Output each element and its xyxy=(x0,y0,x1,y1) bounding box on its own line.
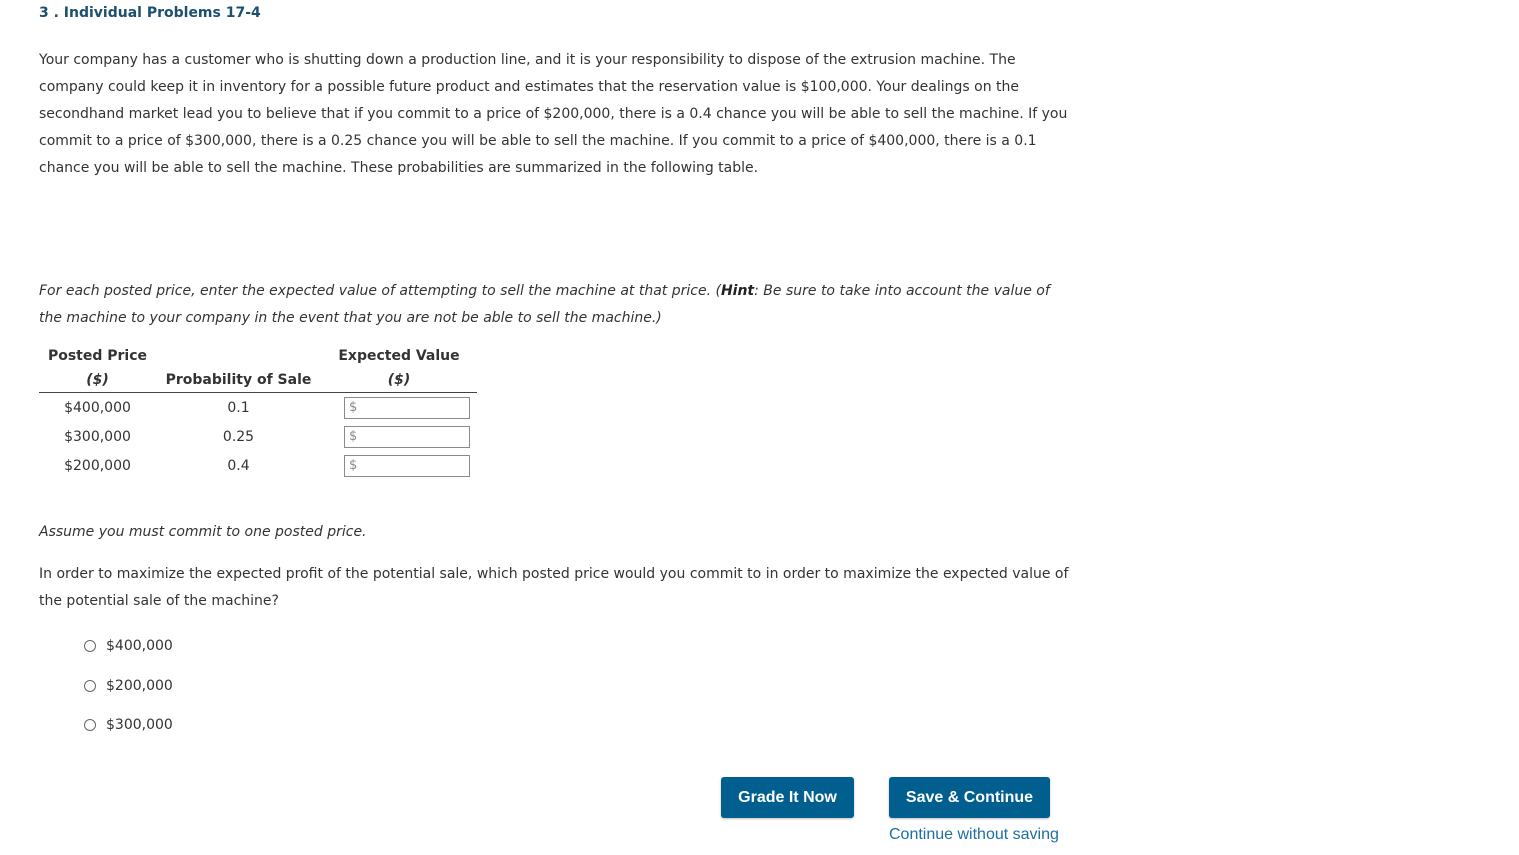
header-expected-value: Expected Value xyxy=(338,348,460,364)
expected-value-cell xyxy=(321,393,477,423)
probability-cell: 0.1 xyxy=(227,399,250,416)
problem-title: 3 . Individual Problems 17-4 xyxy=(39,5,261,21)
expected-value-input-200000[interactable] xyxy=(344,455,470,477)
posted-price-cell: $400,000 xyxy=(64,399,131,416)
currency-symbol: $ xyxy=(349,428,358,444)
currency-symbol: $ xyxy=(349,457,358,473)
instructions-before: For each posted price, enter the expected value of attempting to sell the machine at that price. ( xyxy=(39,283,721,299)
probability-cell: 0.4 xyxy=(227,457,250,474)
expected-value-table xyxy=(39,344,477,480)
grade-it-now-button[interactable]: Grade It Now xyxy=(721,777,854,818)
instructions-text xyxy=(39,278,1074,332)
option-label: $400,000 xyxy=(106,638,173,654)
option-label: $300,000 xyxy=(106,717,173,733)
hint-label: Hint xyxy=(720,283,755,299)
expected-value-input-300000[interactable] xyxy=(344,426,470,448)
continue-without-saving-link[interactable]: Continue without saving xyxy=(889,826,1059,843)
instructions-after: : Be sure to take into account the value of the machine to your company in the event that you are not be able to sell the machine.) xyxy=(39,283,1050,326)
option-label: $200,000 xyxy=(106,678,173,694)
option-300000[interactable] xyxy=(84,717,173,733)
problem-description: Your company has a customer who is shutting down a production line, and it is your responsibility to dispose of the extrusion machine. The company could keep it in inventory for a possible future product and estimates that the reservation value is $100,000. Your dealings on the secondhand market lead you to believe that if you commit to a price of $200,000, there is a 0.4 chance you will be able to sell the machine. If you commit to a price of $300,000, there is a 0.25 chance you will be able to sell the machine. If you commit to a price of $400,000, there is a 0.1 chance you will be able to sell the machine. These probabilities are summarized in the following table. xyxy=(39,52,1068,176)
table-row xyxy=(39,451,477,480)
assume-text: Assume you must commit to one posted price. xyxy=(39,524,367,540)
expected-value-input-400000[interactable] xyxy=(344,397,470,419)
radio-button[interactable] xyxy=(84,680,96,692)
expected-value-cell xyxy=(321,451,477,480)
posted-price-cell: $200,000 xyxy=(64,457,131,474)
posted-price-cell: $300,000 xyxy=(64,428,131,445)
header-posted-price: Posted Price xyxy=(47,348,148,364)
radio-button[interactable] xyxy=(84,640,96,652)
table-row xyxy=(39,393,477,423)
header-expected-value-unit: ($) xyxy=(321,368,477,393)
save-continue-button[interactable]: Save & Continue xyxy=(889,777,1050,818)
question-text: In order to maximize the expected profit of the potential sale, which posted price would you commit to in order to maximize the expected value of the potential sale of the machine? xyxy=(39,566,1069,609)
option-400000[interactable] xyxy=(84,638,173,654)
expected-value-cell xyxy=(321,422,477,451)
table-row xyxy=(39,422,477,451)
radio-button[interactable] xyxy=(84,719,96,731)
header-probability: Probability of Sale xyxy=(156,368,321,393)
header-posted-price-unit: ($) xyxy=(39,368,156,393)
currency-symbol: $ xyxy=(349,399,358,415)
option-200000[interactable] xyxy=(84,678,173,694)
header-empty xyxy=(156,344,321,368)
probability-cell: 0.25 xyxy=(222,428,255,445)
